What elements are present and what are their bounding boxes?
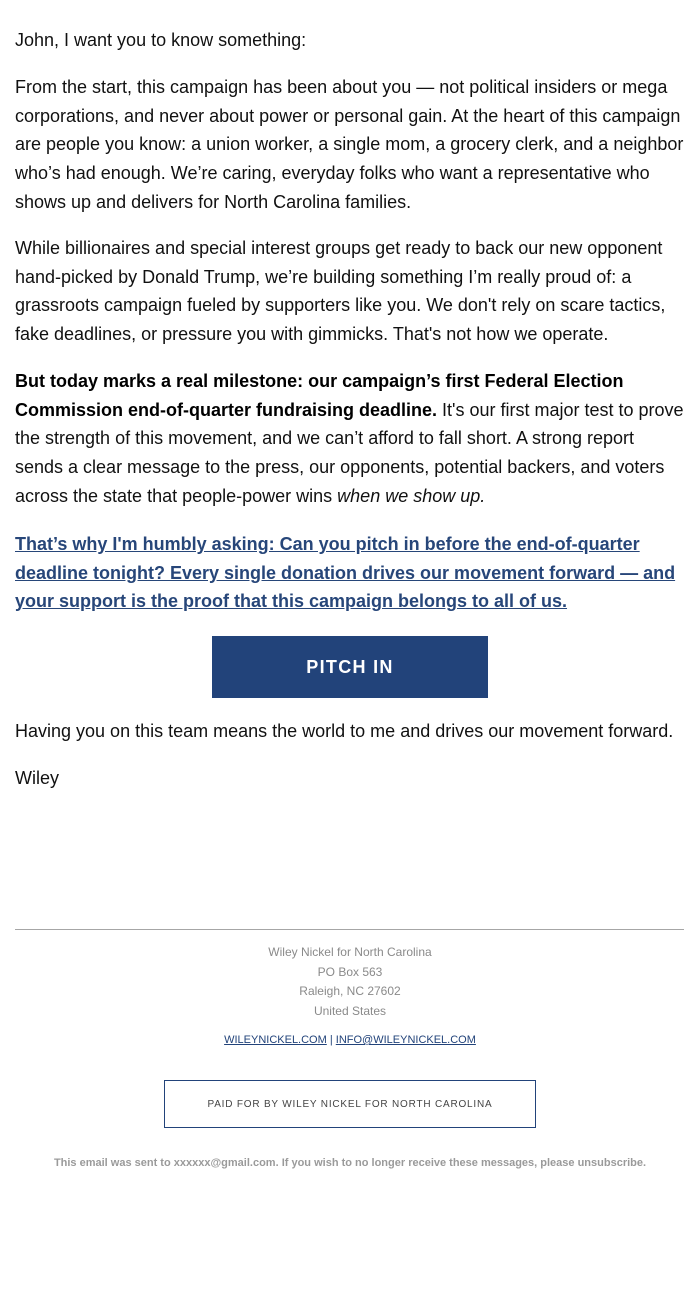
footer-link-separator: |	[329, 1034, 333, 1046]
footer-address	[0, 943, 700, 1021]
email-link[interactable]: INFO@WILEYNICKEL.COM	[335, 1034, 476, 1046]
paragraph-thanks: Having you on this team means the world to me and drives our movement forward.	[15, 721, 674, 741]
footer-po-box: PO Box 563	[317, 964, 383, 979]
paid-for-disclaimer: PAID FOR BY WILEY NICKEL FOR NORTH CAROLINA	[164, 1080, 536, 1128]
paragraph-grassroots: While billionaires and special interest groups get ready to back our new opponent hand-picked by Donald Trump, we’re building something I’m really proud of: a grassroots campaign fueled by supporters like you. We don't rely on scare tactics, fake deadlines, or pressure you with gimmicks. That's not how we operate.	[15, 238, 666, 345]
footer-org-name: Wiley Nickel for North Carolina	[268, 945, 432, 959]
footer-links	[0, 1034, 700, 1046]
footer-divider	[15, 929, 684, 930]
unsubscribe-notice[interactable]: This email was sent to xxxxxx@gmail.com. If you wish to no longer receive these messages, please unsubscribe.	[53, 1157, 647, 1169]
signature: Wiley	[15, 768, 59, 788]
paragraph-milestone	[15, 367, 687, 511]
milestone-text: It's our first major test to prove the strength of this movement, and we can’t afford to fall short. A strong report sends a clear message to the press, our opponents, potential backers, and voters across the state that people-power wins	[15, 399, 684, 506]
donation-ask-link[interactable]: That’s why I'm humbly asking: Can you pitch in before the end-of-quarter deadline tonight? Every single donation drives our movement forward — and your support is the proof that this campaign belongs to all of us.	[15, 534, 676, 612]
milestone-bold-text: But today marks a real milestone: our campaign’s first Federal Election Commission end-of-quarter fundraising deadline.	[15, 371, 624, 420]
pitch-in-button[interactable]: PITCH IN	[212, 636, 488, 698]
website-link[interactable]: WILEYNICKEL.COM	[224, 1034, 327, 1046]
footer-country: United States	[313, 1003, 387, 1018]
paragraph-intro: From the start, this campaign has been about you — not political insiders or mega corporations, and never about power or personal gain. At the heart of this campaign are people you know: a union worker, a single mom, a grocery clerk, and a neighbor who’s had enough. We’re caring, everyday folks who want a representative who shows up and delivers for North Carolina families.	[15, 77, 684, 212]
greeting: John, I want you to know something:	[15, 30, 307, 50]
milestone-italic-text: when we show up.	[337, 485, 486, 506]
paragraph-ask	[15, 530, 687, 616]
footer-city: Raleigh, NC 27602	[299, 984, 401, 998]
